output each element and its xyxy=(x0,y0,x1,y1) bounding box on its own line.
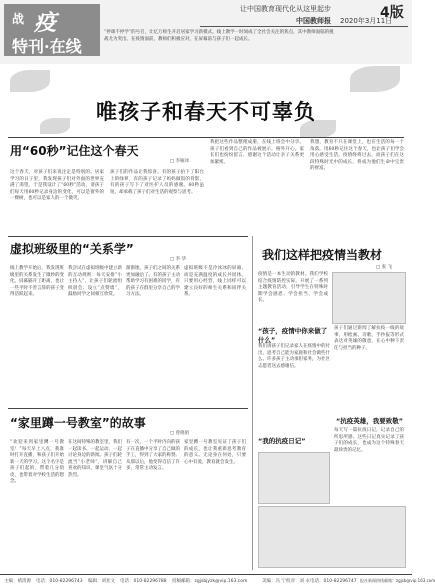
article2-title: 虚拟班级里的“关系学” xyxy=(10,242,134,256)
section-divider xyxy=(8,236,248,237)
section-logo xyxy=(4,4,100,56)
footer-phone3: 电话：010-82296747 xyxy=(310,579,357,584)
article3-byline: □ 张 飞 xyxy=(376,265,393,270)
article1-col3: 我把这些作品整理成册，在线上班会中分享。孩子们看到自己的作品被展示，格外开心。家长们也纷纷留言，感谢这个活动让亲子关系更加紧密。 xyxy=(210,140,304,165)
section-divider xyxy=(8,408,248,409)
intro-paragraph: “停课不停学”的号召，让亿万师生开启居家学习新模式。线上教学一时间成了全社会关注的焦点，其中教师面临的挑战尤为突出。在疫情面前，教师们积极应对，在屏幕前与孩子们一起成长。 xyxy=(104,30,334,42)
footer-phone2: 电话：010-82296788 xyxy=(120,579,167,584)
footer-design: 美编：冯 宁 xyxy=(262,579,286,584)
masthead-rule xyxy=(200,26,408,27)
leaf-decoration xyxy=(350,66,400,92)
page-number: 4版 xyxy=(380,5,404,21)
section-logo-char-a: 战 xyxy=(12,12,25,26)
article1-byline: □ 李雁冰 xyxy=(170,159,190,164)
masthead-date: 2020年3月11日 xyxy=(340,17,393,25)
masthead-slogan: 让中国教育现代化从这里起步 xyxy=(240,5,331,13)
article4-col2: 在这间特殊的教室里，我们一起读书、一起运动、一起讨论身边的新闻。孩子们轮流当“小老师”，讲解自己喜欢的知识，课堂气氛十分热烈。 xyxy=(68,440,122,478)
main-headline: 唯孩子和春天不可辜负 xyxy=(96,100,316,124)
section-logo-char-b: 疫 xyxy=(34,10,57,36)
article3-col2: 我们请孩子们记录家人在疫情中的付出，思考自己能为家庭和社会做些什么。许多孩子主动承担家务，为社区志愿者送去感谢信。 xyxy=(258,344,330,369)
footer-editor2: 编辑：刘亚文 xyxy=(88,579,115,584)
article4-col3: 有一次，一个平时内向的孩子在直播中分享了自己做的手工，得到了大家的称赞。从那以后，他变得自信了许多，常常主动发言。 xyxy=(126,440,180,471)
article3-title: 我们这样把疫情当教材 xyxy=(262,248,383,262)
footer-editor: 主编：褚清源 xyxy=(4,579,31,584)
section-divider xyxy=(8,137,404,138)
leaf-decoration xyxy=(10,70,50,92)
masthead-paper-name: 中国教师报 xyxy=(296,17,331,25)
footer-phone: 电话：010-82296743 xyxy=(36,579,83,584)
article3-subhead3: “我的抗疫日记” xyxy=(258,437,306,445)
article3-photo-3 xyxy=(258,506,406,568)
article4-col4: 家里蹲一号教室见证了孩子们的成长，也让我重新思考教育的意义。无论身在何处，只要心中有爱，教育就会发生。 xyxy=(184,440,246,465)
article2-col4: 虚拟班级不是冷冰冰的屏幕，而是充满温度的成长共同体。只要用心经营，线上同样可以建立良好的师生关系和同伴关系。 xyxy=(184,266,246,297)
article3-col1: 疫情是一本生动的教材。我们学校结合疫情防控实际，开展了一系列主题教育活动，引导学生在特殊时期学会感恩、学会担当、学会成长。 xyxy=(258,272,328,303)
article4-title: “家里蹲一号教室”的故事 xyxy=(10,416,146,430)
article2-col3: 渐渐地，孩子们之间的关系更加融洽了。有的孩子主动帮助学习有困难的同学，有的孩子在群里分享自己的学习方法。 xyxy=(126,266,180,297)
article3-photo-2 xyxy=(258,452,330,504)
article4-byline: □ 曾晓娟 xyxy=(170,431,190,436)
article1-col4: 我想，教育不只在课堂上，也在生活的每一个角落。用60秒记住这个春天，也让孩子们学会用心感受生活。疫情终将过去，而孩子们在这段特殊时光中的成长，将成为他们生命中宝贵的财富。 xyxy=(310,140,404,171)
article3-subhead2: “抗疫英雄，我要致敬” xyxy=(336,417,404,425)
article2-byline: □ 李 华 xyxy=(170,257,187,262)
article3-col4: 每天写一篇抗疫日记，记录自己的所思所感。这些日记真实记录了孩子们的成长，也成为这个特殊春天最珍贵的记忆。 xyxy=(334,428,404,453)
article1-col2: 孩子们的作品让我惊喜。有的孩子拍下了阳台上的绿萝，有的孩子记录了妈妈做饭的背影，有的孩子写下了对医护人员的感谢。60秒虽短，却承载了孩子们对生活的观察与思考。 xyxy=(110,170,204,195)
article2-col1: 线上教学开始后，我发现班级里的关系发生了微妙的变化。屏幕隔开了距离，也让一些平时不善言辞的孩子变得活跃起来。 xyxy=(10,266,64,297)
footer-email: 投稿邮箱：zgjsbjyzk@vip.163.com xyxy=(172,579,248,584)
section-logo-title: 特刊·在线 xyxy=(12,37,82,56)
column-divider xyxy=(252,236,253,570)
article2-col2: 我尝试在虚拟班级中建立新的互动规则：每天安排“小主持人”，让孩子们轮流组织晨会；设立“点赞墙”，鼓励同学之间相互欣赏。 xyxy=(68,266,122,297)
article4-col1: “欢迎来到家里蹲一号教室！”每天早上八点，我准时打开直播，和孩子们开始新一天的学习。这个名字是孩子们起的，带着几分俏皮，也带着对学校生活的想念。 xyxy=(10,440,64,484)
article3-photo xyxy=(332,272,406,324)
page-footer xyxy=(0,574,435,586)
article1-title: 用“60秒”记住这个春天 xyxy=(10,144,139,158)
article1-col1: 这个春天，对孩子们来说注定是特别的。居家学习的日子里，我发现孩子们对外面的世界充满了渴望。于是我设计了“60秒”活动，请孩子们每天用60秒记录身边的变化，可以是窗外的一棵树，也可以是家人的一个微笑。 xyxy=(10,170,104,201)
article3-col3: 孩子们通过新闻了解抗疫一线的故事，用绘画、诗歌、手抄报等形式表达对英雄的敬意，在心中种下责任与担当的种子。 xyxy=(334,326,404,351)
article3-subhead1: “孩子，疫情中你来做了什么” xyxy=(258,327,328,344)
footer-email2: 报社新闻热线邮箱：zgjsb@vip.163.com xyxy=(360,578,435,583)
footer-proof: 校对：刘 永 xyxy=(286,579,310,584)
